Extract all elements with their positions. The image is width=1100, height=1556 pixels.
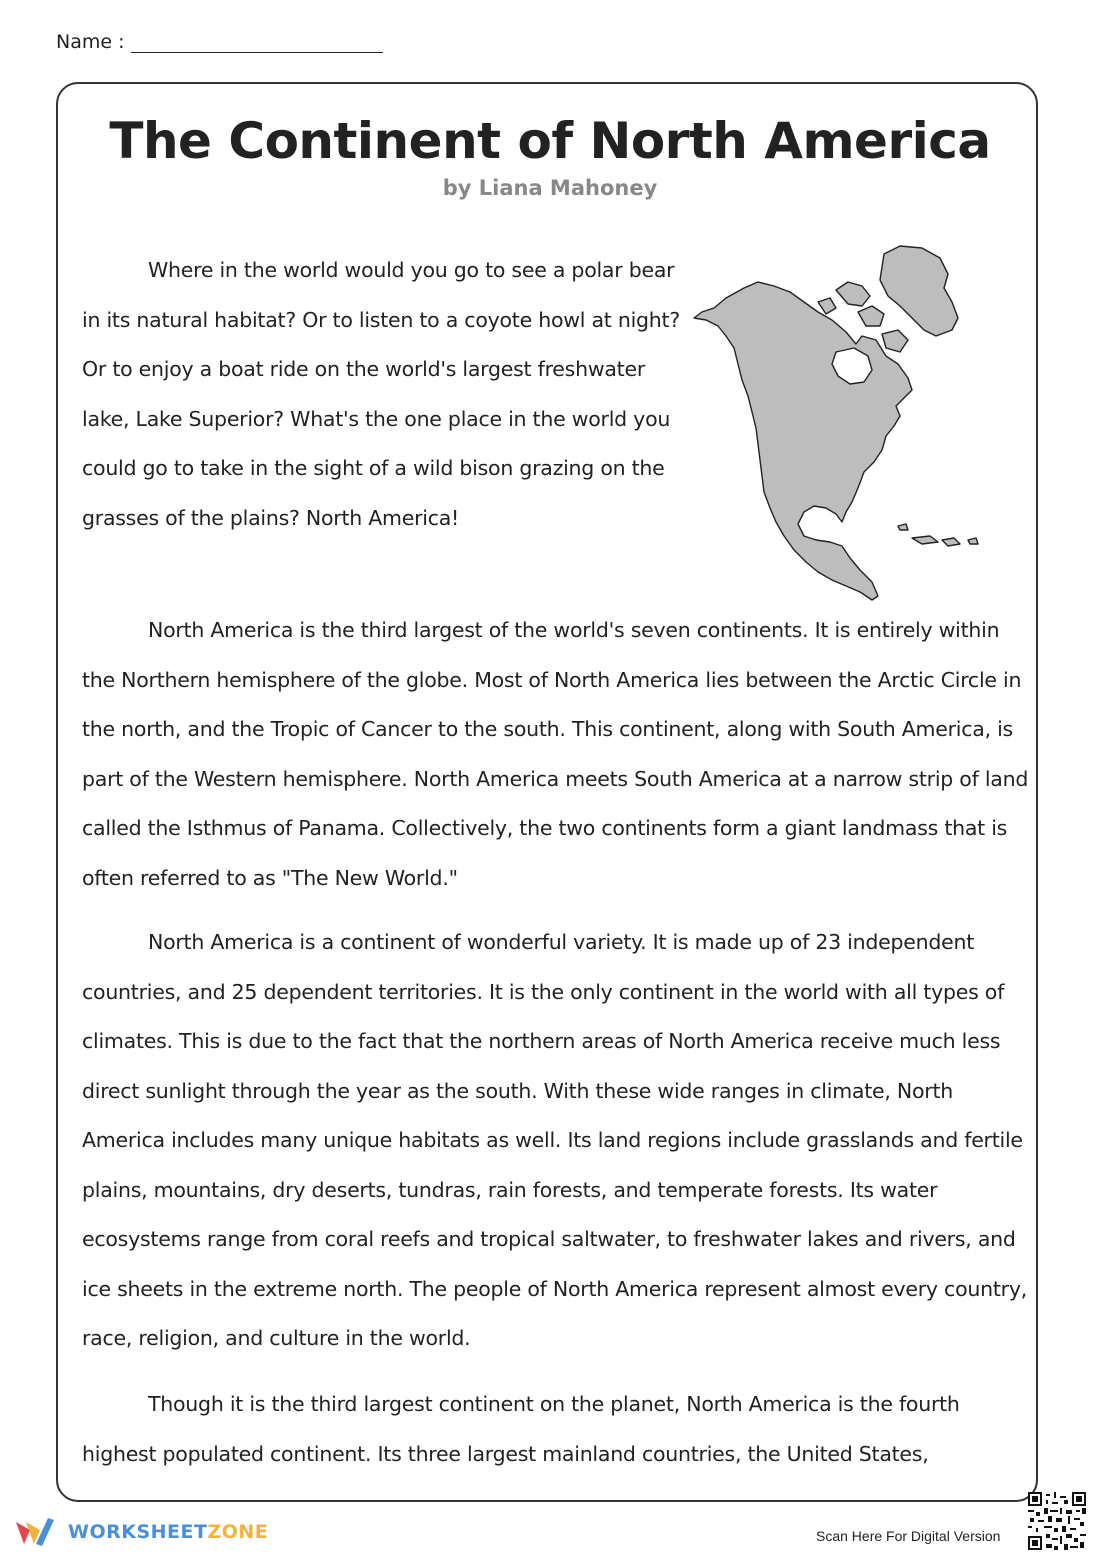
- name-label: Name :: [56, 31, 125, 53]
- worksheetzone-logo: [14, 1516, 268, 1548]
- paragraph-intro: Where in the world would you go to see a polar bear in its natural habitat? Or to listen to a coyote howl at night? Or to enjoy a boat ride on the world's largest freshwater lake, Lake Superior? What's the one place in the world you could go to take in the sight of a wild bison grazing on the grasses of the plains? North America!: [82, 258, 680, 530]
- paragraph-geography: North America is the third largest of the world's seven continents. It is entirely within the Northern hemisphere of the globe. Most of North America lies between the Arctic Circle in the north, and the Tropic of Cancer to the south. This continent, along with South America, is part of the Western hemisphere. North America meets South America at a narrow strip of land called the Isthmus of Panama. Collectively, the two continents form a giant landmass that is often referred to as "The New World.": [82, 618, 1029, 890]
- author-byline: by Liana Mahoney: [442, 176, 658, 200]
- arctic-island-shape: [882, 330, 908, 352]
- page-title: The Continent of North America: [109, 112, 991, 170]
- brand-name: [68, 1521, 268, 1543]
- mainland-shape: [694, 282, 912, 600]
- caribbean-island-shape: [942, 538, 960, 546]
- brand-name-part2: ZONE: [207, 1521, 269, 1543]
- scan-caption: Scan Here For Digital Version: [816, 1528, 1001, 1544]
- qr-code-icon[interactable]: [1028, 1492, 1086, 1550]
- arctic-island-shape: [836, 282, 870, 306]
- name-field-row: [56, 30, 383, 53]
- greenland-shape: [880, 246, 958, 336]
- worksheetzone-w-icon: [14, 1516, 58, 1548]
- name-blank-line: [131, 30, 383, 53]
- caribbean-island-shape: [898, 524, 908, 530]
- paragraph-variety: North America is a continent of wonderful variety. It is made up of 23 independent countries, and 25 dependent territories. It is the only continent in the world with all types of climates. This is due to the fact that the northern areas of North America receive much less direct sunlight through the year as the south. With these wide ranges in climate, North America includes many unique habitats as well. Its land regions include grasslands and fertile plains, mountains, dry deserts, tundras, rain forests, and temperate forests. Its water ecosystems range from coral reefs and tropical saltwater, to freshwater lakes and rivers, and ice sheets in the extreme north. The people of North America represent almost every country, race, religion, and culture in the world.: [82, 930, 1027, 1350]
- caribbean-island-shape: [968, 538, 978, 544]
- caribbean-island-shape: [912, 536, 938, 544]
- north-america-map-icon: [686, 240, 986, 610]
- brand-name-part1: WORKSHEET: [68, 1521, 208, 1543]
- arctic-island-shape: [818, 298, 836, 314]
- arctic-island-shape: [858, 306, 884, 326]
- paragraph-population: Though it is the third largest continent on the planet, North America is the fourth highest populated continent. Its three largest mainland countries, the United States,: [82, 1392, 960, 1466]
